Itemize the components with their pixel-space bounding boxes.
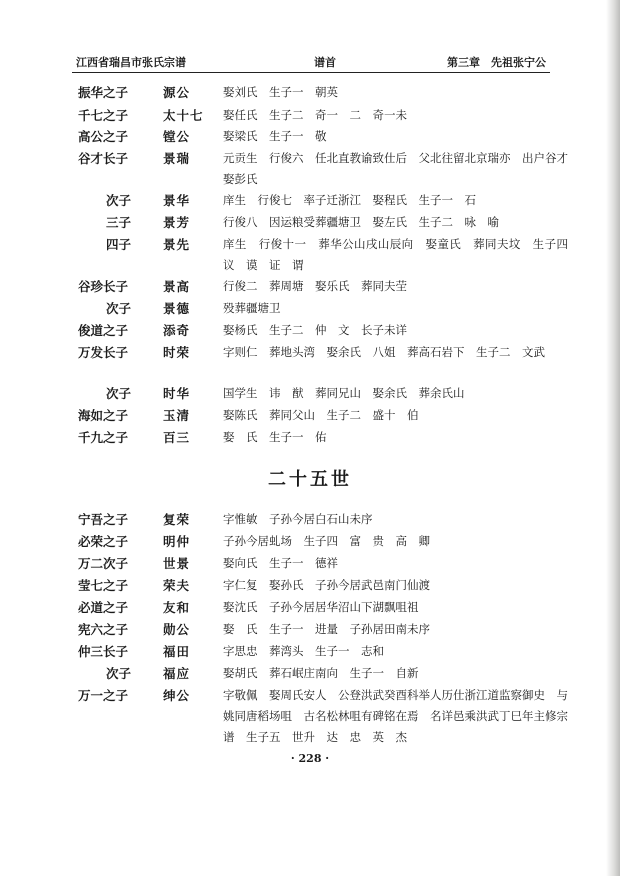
entry-name: 时华 xyxy=(163,386,191,401)
entry-detail: 娶胡氏 葬石岷庄南向 生子一 自新 xyxy=(223,666,419,680)
entry-relation: 海如之子 xyxy=(78,408,129,423)
entry-name: 玉清 xyxy=(163,408,191,423)
entry-name: 复荣 xyxy=(163,512,191,527)
entry-relation: 次子 xyxy=(106,386,132,401)
entry-name: 太十七 xyxy=(163,108,204,123)
entry-relation: 振华之子 xyxy=(78,85,129,100)
entry-detail: 元贡生 行俊六 任北直教谕致仕后 父北往留北京瑞亦 出户谷才 娶彭氏 xyxy=(223,151,580,186)
entry-relation: 万一之子 xyxy=(78,688,129,703)
entry-name: 景华 xyxy=(163,193,191,208)
entry-relation: 四子 xyxy=(106,237,132,252)
entry-detail: 字敬佩 娶周氏安人 公登洪武癸酉科举人历仕浙江道监察御史 与姚同唐稻场咀 古名松林咀有碑铭在焉 名详邑乘洪武丁巳年主修宗谱 生子五 世升 达 忠 英 杰 xyxy=(223,688,568,744)
entry-name: 荣夫 xyxy=(163,578,191,593)
entry-relation: 万发长子 xyxy=(78,345,129,360)
entry-name: 景德 xyxy=(163,301,191,316)
page-header xyxy=(72,50,550,73)
page-number: · 228 · xyxy=(290,752,330,765)
entry-detail: 娶 氏 生子一 进量 子孙居田南未序 xyxy=(223,622,430,636)
entry-name: 勋公 xyxy=(163,622,191,637)
entry-detail: 娶杨氏 生子二 仲 文 长子未详 xyxy=(223,323,407,337)
entry-detail: 殁葬疆塘卫 xyxy=(223,301,281,315)
entry-name: 绅公 xyxy=(163,688,191,703)
entry-relation: 俊道之子 xyxy=(78,323,129,338)
entry-relation: 莹七之子 xyxy=(78,578,129,593)
page-edge-shadow xyxy=(606,0,620,876)
entry-relation: 谷珍长子 xyxy=(78,279,129,294)
entry-relation: 千九之子 xyxy=(78,430,129,445)
entry-detail: 字则仁 葬地头湾 娶余氏 八姐 葬高石岩下 生子二 文武 xyxy=(223,345,545,359)
entry-relation: 三子 xyxy=(106,215,132,230)
entry-relation: 必荣之子 xyxy=(78,534,129,549)
entry-detail: 子孙今居虬场 生子四 富 贵 高 卿 xyxy=(223,534,430,548)
header-section: 谱首 xyxy=(314,56,336,69)
entry-detail: 娶梁氏 生子一 敬 xyxy=(223,129,327,143)
entry-detail: 娶向氏 生子一 德祥 xyxy=(223,556,338,570)
entry-name: 景瑞 xyxy=(163,151,191,166)
entry-name: 源公 xyxy=(163,85,191,100)
entry-detail: 字思忠 葬湾头 生子一 志和 xyxy=(223,644,384,658)
entry-name: 景芳 xyxy=(163,215,191,230)
entry-name: 景高 xyxy=(163,279,191,294)
entry-name: 福田 xyxy=(163,644,191,659)
entry-detail: 庠生 行俊七 率子迁浙江 娶程氏 生子一 石 xyxy=(223,193,476,207)
entry-relation: 次子 xyxy=(106,666,132,681)
entry-relation: 宁吾之子 xyxy=(78,512,129,527)
entry-relation: 仲三长子 xyxy=(78,644,129,659)
entry-detail: 娶刘氏 生子一 朝英 xyxy=(223,85,338,99)
entry-detail: 娶陈氏 葬同父山 生子二 盛十 伯 xyxy=(223,408,419,422)
entry-name: 景先 xyxy=(163,237,191,252)
entry-name: 时荣 xyxy=(163,345,191,360)
entry-detail: 行俊二 葬周塘 娶乐氏 葬同夫茔 xyxy=(223,279,407,293)
generation-heading: 二十五世 xyxy=(268,469,352,490)
header-chapter: 第三章 先祖张宁公 xyxy=(447,56,546,69)
entry-name: 添奇 xyxy=(163,323,191,338)
entry-relation: 宪六之子 xyxy=(78,622,129,637)
entry-name: 镗公 xyxy=(163,129,191,144)
entry-name: 明仲 xyxy=(163,534,191,549)
entry-detail: 字仁复 娶孙氏 子孙今居武邑南门仙渡 xyxy=(223,578,430,592)
entry-name: 友和 xyxy=(163,600,191,615)
entry-relation: 千七之子 xyxy=(78,108,129,123)
entry-detail: 娶沈氏 子孙今居居华沼山下湖飘咀祖 xyxy=(223,600,419,614)
entry-name: 世景 xyxy=(163,556,191,571)
entry-name: 百三 xyxy=(163,430,191,445)
entry-detail: 国学生 讳 猷 葬同兄山 娶余氏 葬余氏山 xyxy=(223,386,465,400)
entry-relation: 必道之子 xyxy=(78,600,129,615)
entry-detail: 字惟敏 子孙今居白石山未序 xyxy=(223,512,373,526)
entry-name: 福应 xyxy=(163,666,191,681)
entry-detail: 行俊八 因运粮受葬疆塘卫 娶左氏 生子二 咏 喻 xyxy=(223,215,499,229)
entry-relation: 谷才长子 xyxy=(78,151,129,166)
entry-detail: 庠生 行俊十一 葬华公山戌山辰向 娶童氏 葬同夫坟 生子四 议 谟 证 谓 xyxy=(223,237,580,272)
header-book-title: 江西省瑞昌市张氏宗谱 xyxy=(76,56,186,69)
entry-relation: 高公之子 xyxy=(78,129,129,144)
entry-relation: 次子 xyxy=(106,193,132,208)
entry-detail: 娶任氏 生子二 奇一 二 奇一未 xyxy=(223,108,407,122)
entry-relation: 万二次子 xyxy=(78,556,129,571)
entry-relation: 次子 xyxy=(106,301,132,316)
entry-detail: 娶 氏 生子一 佑 xyxy=(223,430,327,444)
